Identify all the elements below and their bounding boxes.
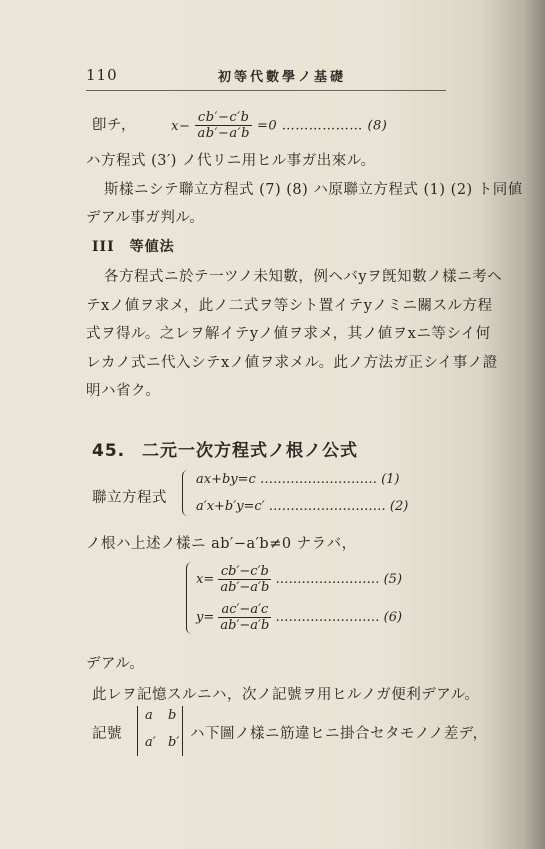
- eq8-prefix: 卽チ，: [92, 117, 136, 134]
- section-45-number: 45.: [92, 441, 126, 461]
- solution-x: [196, 564, 402, 595]
- det-a-prime: a′: [145, 735, 156, 750]
- paragraph-1: ハ方程式 (3′) ノ代リニ用ヒル事ガ出來ル。: [86, 153, 376, 169]
- determinant: [137, 706, 183, 756]
- paragraph-3-line-5: 明ハ省ク。: [86, 383, 161, 399]
- solution-x-tag: …………………… (5): [275, 572, 403, 587]
- solution-y-lhs: y=: [196, 610, 215, 625]
- header-rule: [86, 90, 446, 91]
- eq8-lhs: x−: [171, 118, 191, 134]
- system-brace: [182, 470, 189, 516]
- equation-8: [92, 110, 387, 141]
- det-a: a: [145, 708, 153, 723]
- paragraph-2-line-1: 斯樣ニシテ聯立方程式 (7) (8) ハ原聯立方程式 (1) (2) ト同値: [104, 182, 523, 198]
- page-number: 110: [86, 66, 118, 84]
- solution-x-fraction: [218, 564, 271, 595]
- solution-brace: [186, 562, 193, 634]
- eq8-fraction: [195, 110, 251, 141]
- solution-x-numerator: cb′−c′b: [218, 564, 271, 580]
- solution-y-denominator: ab′−a′b: [220, 618, 270, 633]
- eq8-rhs: =0 ……………… (8): [257, 118, 388, 134]
- solution-y-tag: …………………… (6): [275, 610, 403, 625]
- paragraph-2-line-2: デアル事ガ判ル。: [86, 210, 205, 226]
- eq8-denominator: ab′−a′b: [197, 126, 250, 141]
- det-label: 記號: [92, 726, 122, 742]
- det-b: b: [168, 708, 177, 723]
- solution-y-numerator: ac′−a′c: [218, 602, 271, 618]
- system-label: 聯立方程式: [92, 490, 167, 506]
- section-45-title: 二元一次方程式ノ根ノ公式: [142, 441, 359, 461]
- paragraph-4: ノ根ハ上述ノ樣ニ ab′−a′b≠0 ナラバ，: [86, 536, 357, 552]
- det-b-prime: b′: [168, 735, 180, 750]
- paragraph-3-line-3: 式ヲ得ル。之レヲ解イテyノ値ヲ求メ，其ノ値ヲxニ等シイ何: [86, 326, 491, 342]
- section-45-heading: [92, 436, 358, 461]
- section-3-heading: III 等値法: [92, 239, 175, 255]
- system-eq-1: ax+by=c ……………………… (1): [196, 472, 400, 487]
- solution-x-denominator: ab′−a′b: [220, 580, 270, 595]
- solution-x-lhs: x=: [196, 572, 215, 587]
- solution-y-fraction: [218, 602, 271, 633]
- paragraph-5: デアル。: [86, 656, 145, 672]
- eq8-numerator: cb′−c′b: [195, 110, 251, 126]
- paragraph-3-line-1: 各方程式ニ於テ一ツノ未知數，例ヘバyヲ旣知數ノ樣ニ考ヘ: [104, 269, 503, 285]
- solution-y: [196, 602, 402, 633]
- det-description: ハ下圖ノ樣ニ筋違ヒニ掛合セタモノノ差デ，: [190, 726, 488, 742]
- paragraph-6: 此レヲ記憶スルニハ，次ノ記號ヲ用ヒルノガ便利デアル。: [92, 687, 480, 703]
- running-title: 初等代數學ノ基礎: [218, 70, 347, 85]
- system-eq-2: a′x+b′y=c′ ……………………… (2): [196, 499, 409, 514]
- paragraph-3-line-4: レカノ式ニ代入シテxノ値ヲ求メル。此ノ方法ガ正シイ事ノ證: [86, 355, 498, 371]
- paragraph-3-line-2: テxノ値ヲ求メ，此ノ二式ヲ等シト置イテyノミニ關スル方程: [86, 298, 493, 314]
